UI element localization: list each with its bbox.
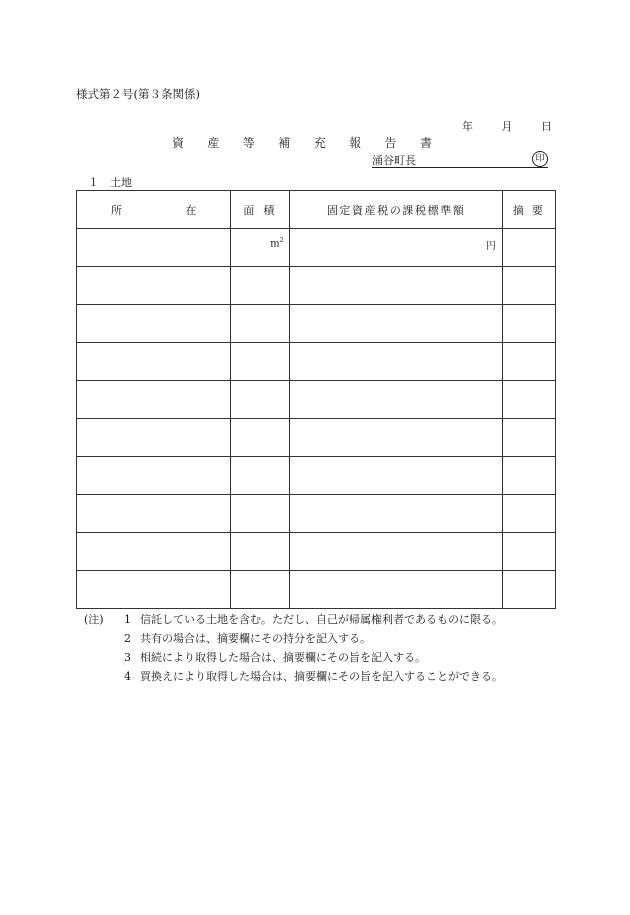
header-location-char: 在 <box>185 203 197 217</box>
table-row <box>77 229 556 267</box>
note-item <box>84 667 503 686</box>
location-cell[interactable] <box>77 229 231 267</box>
notes-section <box>84 610 503 686</box>
header-remarks-label: 摘要 <box>512 203 551 217</box>
tax-value-cell[interactable] <box>290 229 502 267</box>
table-row <box>77 533 556 571</box>
header-area <box>231 191 290 229</box>
note-number: 2 <box>124 632 131 645</box>
table-row <box>77 343 556 381</box>
remarks-cell[interactable] <box>502 571 555 609</box>
note-text: 共有の場合は、摘要欄にその持分を記入する。 <box>140 632 371 645</box>
month-label: 月 <box>501 120 513 133</box>
section-heading: １ 土地 <box>88 176 132 189</box>
seal-mark: 印 <box>532 151 548 167</box>
area-cell[interactable] <box>231 571 290 609</box>
table-row <box>77 267 556 305</box>
remarks-cell[interactable] <box>502 267 555 305</box>
table-row <box>77 457 556 495</box>
title-char: 充 <box>313 136 326 150</box>
location-cell[interactable] <box>77 533 231 571</box>
header-tax-label: 固定資産税の課税標準額 <box>326 203 466 217</box>
header-tax-value <box>290 191 502 229</box>
title-char: 告 <box>384 136 397 150</box>
remarks-cell[interactable] <box>502 495 555 533</box>
area-cell[interactable] <box>231 305 290 343</box>
location-cell[interactable] <box>77 267 231 305</box>
year-label: 年 <box>462 120 473 133</box>
note-number: 1 <box>124 613 131 626</box>
location-cell[interactable] <box>77 495 231 533</box>
location-cell[interactable] <box>77 419 231 457</box>
note-text: 信託している土地を含む。ただし、自己が帰属権利者であるものに限る。 <box>140 613 503 626</box>
header-area-label: 面積 <box>243 203 284 217</box>
note-item <box>84 629 503 648</box>
land-table <box>76 190 556 609</box>
note-text: 相続により取得した場合は、摘要欄にその旨を記入する。 <box>140 651 426 664</box>
table-row <box>77 419 556 457</box>
title-char: 報 <box>349 136 362 150</box>
table-row <box>77 381 556 419</box>
table-header-row <box>77 191 556 229</box>
title-char: 補 <box>278 136 291 150</box>
remarks-cell[interactable] <box>502 419 555 457</box>
title-char: 産 <box>207 136 220 150</box>
header-remarks <box>502 191 555 229</box>
area-cell[interactable] <box>231 533 290 571</box>
area-cell[interactable] <box>231 229 290 267</box>
note-item <box>84 610 503 629</box>
location-cell[interactable] <box>77 343 231 381</box>
yen-unit: 円 <box>485 241 496 252</box>
title-char: 書 <box>419 136 432 150</box>
date-line <box>462 118 552 134</box>
location-cell[interactable] <box>77 381 231 419</box>
table-row <box>77 495 556 533</box>
location-cell[interactable] <box>77 457 231 495</box>
remarks-cell[interactable] <box>502 229 555 267</box>
tax-value-cell[interactable] <box>290 343 502 381</box>
title-char: 資 <box>172 136 185 150</box>
note-text: 買換えにより取得した場合は、摘要欄にその旨を記入することができる。 <box>140 670 503 683</box>
recipient-line <box>372 150 548 168</box>
area-cell[interactable] <box>231 267 290 305</box>
area-cell[interactable] <box>231 381 290 419</box>
area-cell[interactable] <box>231 495 290 533</box>
table-row <box>77 571 556 609</box>
remarks-cell[interactable] <box>502 343 555 381</box>
tax-value-cell[interactable] <box>290 571 502 609</box>
notes-prefix: (注) <box>84 613 104 626</box>
remarks-cell[interactable] <box>502 381 555 419</box>
title-char: 等 <box>242 136 255 150</box>
location-cell[interactable] <box>77 571 231 609</box>
tax-value-cell[interactable] <box>290 457 502 495</box>
tax-value-cell[interactable] <box>290 267 502 305</box>
header-location-char: 所 <box>111 203 122 217</box>
note-number: 3 <box>124 651 131 664</box>
recipient-name: 涌谷町長 <box>372 154 416 167</box>
header-location <box>77 191 231 229</box>
note-item <box>84 648 503 667</box>
area-unit: $m^2$ <box>270 237 284 250</box>
tax-value-cell[interactable] <box>290 305 502 343</box>
form-number-title: 様式第２号(第３条関係) <box>76 87 200 101</box>
document-title <box>172 134 432 151</box>
tax-value-cell[interactable] <box>290 495 502 533</box>
remarks-cell[interactable] <box>502 305 555 343</box>
tax-value-cell[interactable] <box>290 533 502 571</box>
remarks-cell[interactable] <box>502 533 555 571</box>
day-label: 日 <box>541 120 552 133</box>
tax-value-cell[interactable] <box>290 419 502 457</box>
area-cell[interactable] <box>231 419 290 457</box>
area-cell[interactable] <box>231 343 290 381</box>
area-cell[interactable] <box>231 457 290 495</box>
tax-value-cell[interactable] <box>290 381 502 419</box>
remarks-cell[interactable] <box>502 457 555 495</box>
note-number: 4 <box>124 670 131 683</box>
table-row <box>77 305 556 343</box>
location-cell[interactable] <box>77 305 231 343</box>
